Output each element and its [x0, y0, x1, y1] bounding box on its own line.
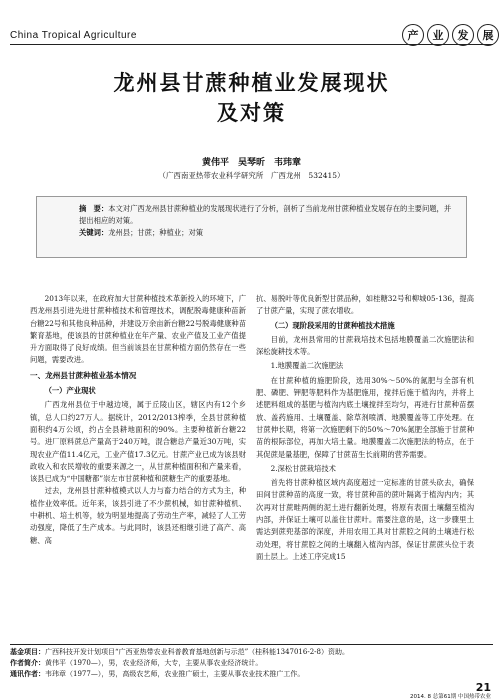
body-paragraph: 首先将甘蔗种植区域内高度超过一定标准的甘蔗头砍去，确保田间甘蔗种苗的高度一致，将甘蔗种苗的蔗叶隔离于植沟内内；其次再对甘蔗畦两侧的泥土进行翻新处理，将原有表面土壤翻至植沟内部，并保证土壤可以盖住甘蔗叶。需要注意的是，这一步骤里土需达到蔗兜基部的深度，并用农用工具对甘蔗腔之间的土壤进行松动处理，将甘蔗腔之间的土壤翻入植沟内部，保证甘蔗蔗头位于表面土层上。上述工序完成15	[256, 478, 474, 561]
badge-char: 展	[477, 24, 499, 46]
badge-char: 业	[427, 24, 449, 46]
subsubsection-heading: 2.深松甘蔗栽培技术	[270, 463, 336, 473]
subsection-heading: （二）现阶段采用的甘蔗种植技术措施	[270, 320, 395, 330]
body-paragraph: 目前，龙州县常用的甘蔗栽培技术包括地膜覆盖二次施肥法和深松旋耕技术等。	[256, 334, 474, 357]
body-paragraph: 过去，龙州县甘蔗种植模式以人力与畜力结合的方式为主，种植作业效率低。近年来，该县引进了不少蔗机械，如甘蔗种植机、中耕机、培土机等，较为明显地提高了劳动生产率，减轻了人工劳动强度，降低了生产成本。与此同时，该县还相继引进了高产、高糖、高	[30, 486, 246, 545]
journal-name: China Tropical Agriculture	[10, 30, 137, 41]
corresponding-label: 通讯作者：	[10, 670, 45, 678]
abstract-text: 本文对广西龙州县甘蔗种植业的发展现状进行了分析，剖析了当前龙州甘蔗种植业发展存在的主要问题，并提出相应的对策。	[79, 204, 452, 225]
abstract-label: 摘 要：	[79, 204, 109, 213]
badge-char: 产	[402, 24, 424, 46]
abstract-box	[36, 196, 467, 258]
issue-info: 2014. 8 总第61期 中国热带农业	[410, 694, 491, 700]
body-paragraph: 在甘蔗种植的施肥阶段，选用30%～50%的氮肥与全部有机肥、磷肥、钾肥等肥料作为基肥施用，搅拌后施于植沟内，并将上述肥料组成的基肥与植沟内底土壤搅拌至均匀，再进行甘蔗种苗摆放、盖药施用、土壤覆盖、除草剂喷洒、地膜覆盖等工序处理。在甘蔗伸长期，将第一次施肥剩下的50%～70%氮肥全部施于甘蔗种苗的根际部位，再加大培土量。地膜覆盖二次施肥法的特点，在于其促蔗是量基肥，保障了甘蔗苗生长前期的营养需要。	[256, 375, 474, 459]
keywords-text: 龙州县；甘蔗；种植业；对策	[108, 228, 204, 237]
author-info-text: 黄伟平（1970—），男，农业经济师，大专，主要从事农业经济统计。	[45, 659, 263, 667]
fund-text: 广西科技开发计划项目“广西亚热带农业科普教育基地创新与示范”（桂科能1347016-2-8）资助。	[45, 648, 349, 656]
right-column	[256, 293, 474, 563]
intro-paragraph: 2013年以来，在政府加大甘蔗种植技术革新投入的环境下，广西龙州县引进先进甘蔗种植技术和管理技术，调配脱毒健康种苗新台糖22号和其他良种品种，并建设万余亩新台糖22号脱毒健康种苗繁育基地，使该县的甘蔗种植业在年产量、农业产值及工业产值提升方面取得了良好成绩。但当前该县在甘蔗种植方面仍然存在一些问题，需要改进。	[30, 294, 246, 365]
affiliation: （广西南亚热带农业科学研究所 广西龙州 532415）	[158, 171, 345, 180]
paper-title-line2: 及对策	[217, 101, 286, 125]
corresponding-text: 韦玮章（1977—），男，高级农艺师，农业推广硕士，主要从事农业技术推广工作。	[45, 670, 305, 678]
footnote-rule	[10, 644, 493, 645]
body-paragraph: 广西龙州县位于中越边境，属于丘陵山区，辖区内有12个乡镇，总人口约27万人。据统计，2012/2013榨季，全县甘蔗种植面积约4万公顷，约占全县耕地面积的90%。主要种植新台糖22号。进厂原料蔗总产量高于240万吨，混合糖总产量近30万吨，实现农业产值11.4亿元，工业产值17.3亿元。甘蔗产业已成为该县财政收入和农民增收的重要来源之一，从甘蔗种植面积和产量来看，该县已成为“中国糖都”崇左市甘蔗种植和蔗糖生产的重要基地。	[30, 400, 246, 484]
footnotes	[10, 647, 490, 680]
fund-label: 基金项目：	[10, 648, 45, 656]
section-badge	[402, 24, 499, 46]
authors: 黄伟平 吴琴昕 韦玮章	[201, 158, 301, 168]
paper-title-line1: 龙州县甘蔗种植业发展现状	[113, 71, 390, 95]
page-number: 21	[475, 681, 491, 694]
author-info-label: 作者简介：	[10, 659, 45, 667]
header-rule	[10, 44, 493, 45]
badge-char: 发	[452, 24, 474, 46]
left-column	[30, 293, 246, 547]
body-paragraph: 抗、易脱叶等优良新型甘蔗品种，如桂糖32号和柳城05-136，提高了甘蔗产量，实现了蔗农增收。	[256, 294, 474, 316]
keywords-label: 关键词：	[79, 228, 109, 237]
subsubsection-heading: 1.地膜覆盖二次施肥法	[270, 361, 344, 371]
section-heading: 一、龙州县甘蔗种植业基本情况	[30, 370, 137, 380]
subsection-heading: （一）产业现状	[44, 386, 96, 396]
